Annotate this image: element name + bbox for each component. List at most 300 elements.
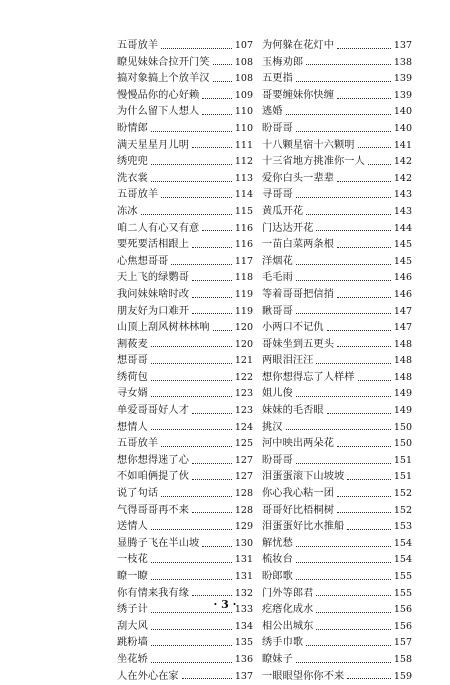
entry-page: 130 [234, 537, 253, 549]
toc-entry [262, 287, 412, 304]
dot-leader [213, 64, 232, 65]
entry-page: 146 [393, 288, 412, 300]
entry-page: 143 [393, 205, 412, 217]
entry-page: 119 [234, 305, 253, 317]
dot-leader [296, 313, 391, 314]
entry-page: 145 [393, 239, 412, 251]
entry-title: 哥要缠妹你快缠 [262, 89, 335, 101]
toc-entry [262, 104, 412, 121]
entry-title: 小两口不记仇 [262, 322, 324, 334]
entry-page: 124 [234, 421, 253, 433]
dot-leader [337, 496, 391, 497]
dot-leader [192, 247, 232, 248]
entry-title: 挑汉 [262, 421, 283, 433]
dot-leader [151, 562, 232, 563]
dot-leader [213, 330, 232, 331]
toc-entry [117, 320, 253, 337]
entry-page: 128 [234, 504, 253, 516]
entry-page: 155 [393, 587, 412, 599]
entry-title: 人在外心在家 [117, 670, 179, 682]
entry-page: 154 [393, 537, 412, 549]
entry-page: 138 [393, 56, 412, 68]
entry-page: 157 [393, 637, 412, 649]
dot-leader [327, 330, 391, 331]
toc-entry [117, 552, 253, 569]
dot-leader [306, 214, 391, 215]
toc-entry [117, 519, 253, 536]
entry-title: 绣荷包 [117, 371, 148, 383]
entry-page: 139 [393, 89, 412, 101]
dot-leader [192, 512, 232, 513]
dot-leader [151, 380, 232, 381]
entry-page: 148 [393, 355, 412, 367]
entry-title: 五哥放羊 [117, 40, 159, 51]
dot-leader [296, 264, 391, 265]
entry-title: 五哥放羊 [117, 438, 159, 450]
toc-entry [262, 237, 412, 254]
entry-title: 想你想得忘了人样样 [262, 371, 355, 383]
dot-leader [192, 280, 232, 281]
entry-title: 十三省地方挑准你一人 [262, 156, 365, 168]
entry-page: 144 [393, 222, 412, 234]
toc-entry [262, 519, 412, 536]
toc-entry [262, 652, 412, 669]
entry-page: 150 [393, 421, 412, 433]
entry-title: 想情人 [117, 421, 148, 433]
entry-page: 108 [234, 73, 253, 85]
dot-leader [337, 247, 391, 248]
entry-title: 不如咱俩提了伙 [117, 471, 190, 483]
toc-entry [262, 536, 412, 553]
toc-entry [117, 453, 253, 470]
toc-entry [117, 221, 253, 238]
entry-page: 110 [234, 106, 253, 118]
toc-entry [117, 652, 253, 669]
entry-title: 瞭妹子 [262, 653, 293, 665]
entry-title: 单爱哥哥好人才 [117, 405, 190, 417]
dot-leader [151, 131, 232, 132]
toc-entry [262, 38, 412, 55]
dot-leader [161, 197, 232, 198]
toc-entry [262, 436, 412, 453]
entry-page: 156 [393, 604, 412, 616]
dot-leader [337, 48, 391, 49]
entry-page: 147 [393, 322, 412, 334]
dot-leader [151, 662, 232, 663]
entry-page: 151 [393, 454, 412, 466]
toc-right-column [262, 38, 412, 685]
entry-title: 心焦想哥哥 [117, 255, 169, 267]
entry-title: 寻哥哥 [262, 189, 293, 201]
toc-entry [262, 453, 412, 470]
dot-leader [151, 429, 232, 430]
toc-entry [262, 669, 412, 685]
entry-title: 朋友好为口难开 [117, 305, 190, 317]
entry-page: 110 [234, 122, 253, 134]
entry-title: 哥妹坐到五更头 [262, 338, 335, 350]
toc-entry [262, 204, 412, 221]
dot-leader [358, 380, 391, 381]
entry-title: 绣手巾歌 [262, 637, 304, 649]
entry-page: 119 [234, 288, 253, 300]
entry-page: 115 [234, 205, 253, 217]
toc-entry [117, 436, 253, 453]
dot-leader [151, 645, 232, 646]
dot-leader [151, 579, 232, 580]
toc-entry [262, 270, 412, 287]
dot-leader [192, 297, 232, 298]
dot-leader [161, 496, 232, 497]
dot-leader [202, 98, 232, 99]
toc-entry [262, 71, 412, 88]
toc-entry [117, 55, 253, 72]
dot-leader [202, 114, 232, 115]
dot-leader [286, 429, 391, 430]
entry-page: 107 [234, 40, 253, 51]
dot-leader [296, 579, 391, 580]
entry-title: 为何躲在花灯中 [262, 40, 335, 51]
dot-leader [316, 612, 390, 613]
toc-entry [117, 104, 253, 121]
dot-leader [316, 595, 390, 596]
toc-entry [117, 337, 253, 354]
dot-leader [368, 164, 391, 165]
entry-title: 山顶上刮风树林林响 [117, 322, 210, 334]
entry-title: 绣子计 [117, 604, 148, 616]
entry-title: 河中映出两朵花 [262, 438, 335, 450]
entry-title: 咱二人有心又有意 [117, 222, 200, 234]
entry-title: 满天星星月儿明 [117, 139, 190, 151]
entry-page: 113 [234, 172, 253, 184]
dot-leader [171, 264, 231, 265]
dot-leader [296, 562, 391, 563]
dot-leader [151, 363, 232, 364]
toc-entry [117, 386, 253, 403]
entry-title: 盼郎歌 [262, 571, 293, 582]
entry-page: 129 [234, 521, 253, 533]
entry-title: 洋烟花 [262, 255, 293, 267]
entry-page: 131 [234, 554, 253, 566]
toc-entry [117, 171, 253, 188]
entry-title: 坐花轿 [117, 653, 148, 665]
entry-title: 气得哥哥再不来 [117, 504, 190, 516]
dot-leader [161, 446, 232, 447]
entry-title: 送情人 [117, 521, 148, 533]
toc-entry [117, 569, 253, 586]
entry-page: 125 [234, 438, 253, 450]
toc-entry [262, 420, 412, 437]
dot-leader [358, 147, 391, 148]
dot-leader [296, 81, 391, 82]
entry-title: 相公出城东 [262, 620, 314, 632]
dot-leader [306, 645, 391, 646]
entry-title: 盼哥哥 [262, 122, 293, 134]
dot-leader [202, 546, 232, 547]
entry-title: 我问妹妹啥时改 [117, 288, 190, 300]
dot-leader [327, 413, 391, 414]
entry-page: 139 [393, 73, 412, 85]
entry-title: 两眼泪汪汪 [262, 355, 314, 367]
dot-leader [296, 197, 391, 198]
dot-leader [213, 81, 232, 82]
dot-leader [347, 678, 391, 679]
dot-leader [337, 346, 391, 347]
page-number: · 3 · [213, 598, 237, 611]
entry-title: 你心我心粘一团 [262, 488, 335, 500]
dot-leader [151, 346, 232, 347]
entry-title: 想你想得迷了心 [117, 454, 190, 466]
entry-title: 哥哥好比梧桐树 [262, 504, 335, 516]
toc-entry [262, 370, 412, 387]
entry-title: 割莜麦 [117, 338, 148, 350]
entry-page: 133 [234, 604, 253, 616]
entry-page: 147 [393, 305, 412, 317]
toc-entry [262, 254, 412, 271]
toc-entry [117, 154, 253, 171]
dot-leader [316, 230, 390, 231]
dot-leader [337, 297, 391, 298]
toc-entry [117, 237, 253, 254]
dot-leader [296, 280, 391, 281]
entry-page: 131 [234, 571, 253, 582]
toc-entry [117, 536, 253, 553]
dot-leader [337, 181, 391, 182]
entry-page: 154 [393, 554, 412, 566]
entry-title: 等着哥哥把信捎 [262, 288, 335, 300]
dot-leader [347, 529, 391, 530]
toc-entry [262, 552, 412, 569]
entry-page: 142 [393, 172, 412, 184]
entry-page: 112 [234, 156, 253, 168]
entry-title: 一枝花 [117, 554, 148, 566]
dot-leader [316, 363, 390, 364]
entry-page: 111 [234, 139, 253, 151]
entry-page: 146 [393, 272, 412, 284]
dot-leader [192, 479, 232, 480]
entry-title: 说了句话 [117, 488, 159, 500]
toc-entry [117, 204, 253, 221]
entry-title: 冻冰 [117, 205, 138, 217]
dot-leader [151, 181, 232, 182]
entry-title: 显腾子飞在半山坡 [117, 537, 200, 549]
dot-leader [337, 446, 391, 447]
dot-leader [296, 396, 391, 397]
entry-title: 要死要活相跟上 [117, 239, 190, 251]
entry-page: 134 [234, 620, 253, 632]
toc-entry [262, 403, 412, 420]
entry-title: 逃婚 [262, 106, 283, 118]
toc-entry [262, 486, 412, 503]
toc-entry [262, 138, 412, 155]
entry-page: 151 [393, 471, 412, 483]
toc-entry [262, 503, 412, 520]
entry-title: 慢慢品你的心好赖 [117, 89, 200, 101]
entry-page: 132 [234, 587, 253, 599]
entry-page: 148 [393, 338, 412, 350]
toc-entry [262, 88, 412, 105]
dot-leader [337, 98, 391, 99]
entry-page: 141 [393, 139, 412, 151]
toc-entry [262, 304, 412, 321]
entry-page: 118 [234, 272, 253, 284]
toc-entry [117, 669, 253, 685]
dot-leader [182, 678, 232, 679]
entry-title: 瞭见妹妹合拉开门笑 [117, 56, 210, 68]
entry-title: 泪蛋蛋滚下山坡坡 [262, 471, 345, 483]
toc-entry [117, 71, 253, 88]
entry-title: 盼哥哥 [262, 454, 293, 466]
dot-leader [192, 147, 232, 148]
dot-leader [296, 662, 391, 663]
entry-page: 148 [393, 371, 412, 383]
dot-leader [151, 164, 232, 165]
entry-page: 117 [234, 255, 253, 267]
entry-title: 黄瓜开花 [262, 205, 304, 217]
dot-leader [192, 463, 232, 464]
entry-title: 天上飞的绿鹦哥 [117, 272, 190, 284]
toc-entry [117, 270, 253, 287]
toc-entry [262, 619, 412, 636]
entry-page: 137 [234, 670, 253, 682]
entry-page: 108 [234, 56, 253, 68]
toc-left-column [117, 38, 253, 685]
dot-leader [316, 629, 390, 630]
entry-page: 150 [393, 438, 412, 450]
entry-title: 梳妆台 [262, 554, 293, 566]
entry-page: 158 [393, 653, 412, 665]
entry-title: 姐儿俊 [262, 388, 293, 400]
dot-leader [151, 629, 232, 630]
entry-title: 跳粉墙 [117, 637, 148, 649]
entry-page: 152 [393, 504, 412, 516]
entry-title: 五哥放羊 [117, 189, 159, 201]
toc-entry [117, 486, 253, 503]
entry-page: 116 [234, 239, 253, 251]
toc-entry [117, 403, 253, 420]
entry-page: 127 [234, 471, 253, 483]
entry-page: 135 [234, 637, 253, 649]
toc-entry [262, 337, 412, 354]
toc-entry [262, 187, 412, 204]
entry-page: 114 [234, 189, 253, 201]
toc-entry [262, 221, 412, 238]
entry-title: 搞对象搞上个放羊汉 [117, 73, 210, 85]
toc-entry [117, 287, 253, 304]
entry-page: 137 [393, 40, 412, 51]
entry-page: 159 [393, 670, 412, 682]
toc-entry [262, 386, 412, 403]
toc-entry [262, 121, 412, 138]
toc-entry [117, 635, 253, 652]
entry-title: 毛毛雨 [262, 272, 293, 284]
dot-leader [296, 463, 391, 464]
entry-title: 五更指 [262, 73, 293, 85]
entry-title: 瞅哥哥 [262, 305, 293, 317]
entry-title: 一眼眼望你你不来 [262, 670, 345, 682]
entry-title: 刮大风 [117, 620, 148, 632]
entry-title: 你有情来我有缘 [117, 587, 190, 599]
entry-title: 洗衣裳 [117, 172, 148, 184]
toc-entry [117, 420, 253, 437]
dot-leader [151, 396, 232, 397]
toc-entry [262, 569, 412, 586]
dot-leader [286, 114, 391, 115]
dot-leader [141, 214, 232, 215]
toc-entry [117, 503, 253, 520]
entry-page: 140 [393, 122, 412, 134]
toc-entry [262, 320, 412, 337]
entry-page: 128 [234, 488, 253, 500]
entry-title: 十八颗星宿十六颗明 [262, 139, 355, 151]
entry-title: 疙瘩化成水 [262, 604, 314, 616]
entry-page: 140 [393, 106, 412, 118]
entry-title: 绣兜兜 [117, 156, 148, 168]
toc-entry [117, 370, 253, 387]
entry-title: 解忧愁 [262, 537, 293, 549]
entry-page: 109 [234, 89, 253, 101]
dot-leader [151, 529, 232, 530]
entry-page: 127 [234, 454, 253, 466]
dot-leader [347, 479, 391, 480]
entry-page: 149 [393, 405, 412, 417]
toc-entry [117, 138, 253, 155]
entry-title: 玉梅劝郎 [262, 56, 304, 68]
dot-leader [161, 48, 232, 49]
dot-leader [296, 131, 391, 132]
entry-page: 142 [393, 156, 412, 168]
entry-page: 149 [393, 388, 412, 400]
toc-entry [262, 171, 412, 188]
entry-page: 156 [393, 620, 412, 632]
entry-title: 妹妹的毛否眼 [262, 405, 324, 417]
entry-page: 155 [393, 571, 412, 582]
toc-entry [262, 635, 412, 652]
entry-page: 123 [234, 388, 253, 400]
entry-title: 门达达开花 [262, 222, 314, 234]
toc-entry [117, 304, 253, 321]
entry-title: 盼情郎 [117, 122, 148, 134]
dot-leader [192, 413, 232, 414]
dot-leader [296, 546, 391, 547]
entry-page: 116 [234, 222, 253, 234]
dot-leader [192, 595, 232, 596]
toc-entry [262, 154, 412, 171]
dot-leader [337, 512, 391, 513]
entry-title: 泪蛋蛋好比水推船 [262, 521, 345, 533]
entry-page: 123 [234, 405, 253, 417]
toc-entry [117, 38, 253, 55]
toc-entry [117, 469, 253, 486]
entry-page: 152 [393, 488, 412, 500]
entry-title: 爱你白头一辈辈 [262, 172, 335, 184]
entry-page: 120 [234, 322, 253, 334]
entry-title: 寻女婿 [117, 388, 148, 400]
entry-page: 153 [393, 521, 412, 533]
toc-entry [262, 353, 412, 370]
toc-entry [117, 88, 253, 105]
dot-leader [202, 230, 232, 231]
entry-page: 121 [234, 355, 253, 367]
entry-page: 122 [234, 371, 253, 383]
entry-title: 门外等郎君 [262, 587, 314, 599]
toc-entry [117, 353, 253, 370]
entry-title: 一苗白菜两条根 [262, 239, 335, 251]
toc-entry [117, 254, 253, 271]
entry-title: 想哥哥 [117, 355, 148, 367]
entry-page: 145 [393, 255, 412, 267]
dot-leader [306, 64, 391, 65]
entry-title: 为什么留下人想人 [117, 106, 200, 118]
